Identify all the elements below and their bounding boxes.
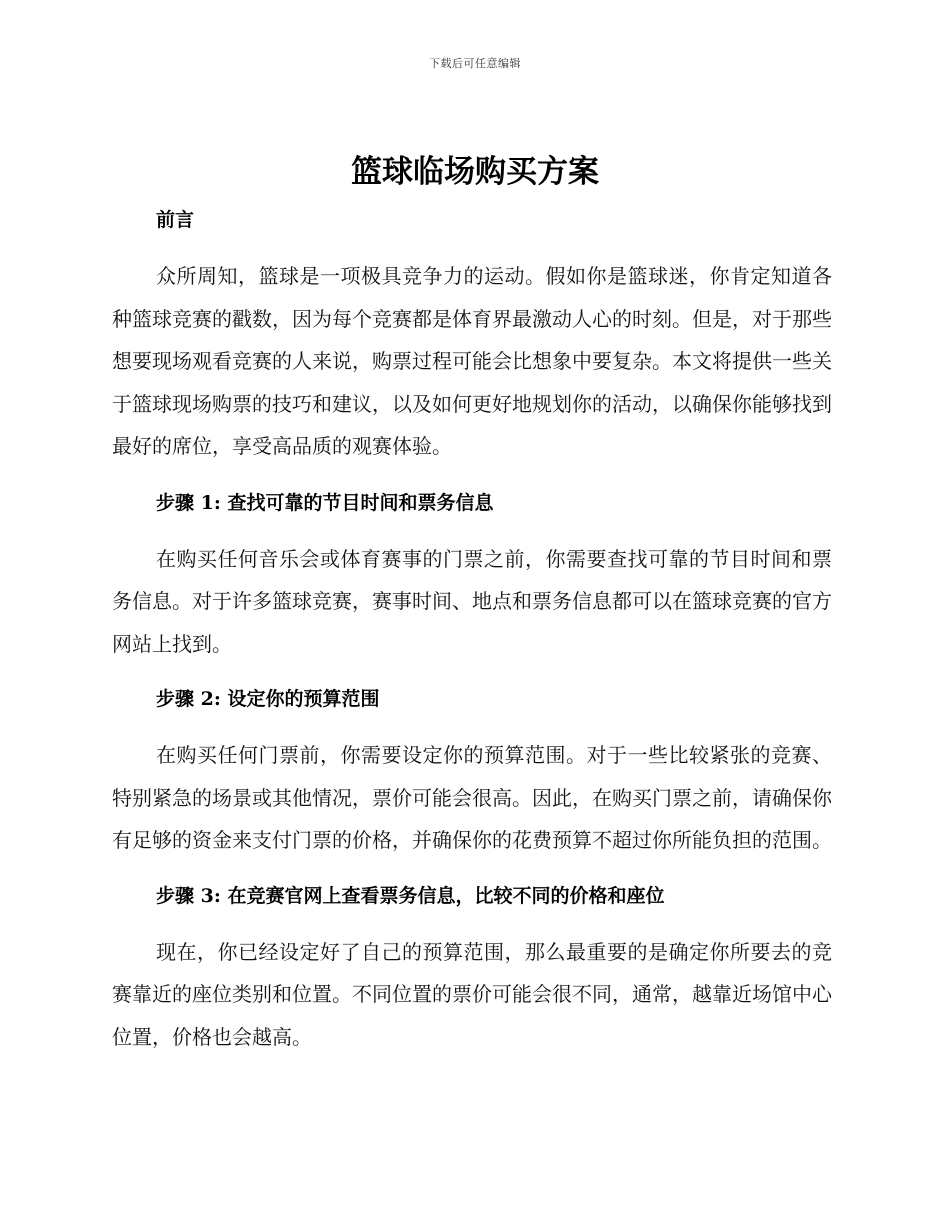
header-note: 下载后可任意编辑 xyxy=(429,57,521,70)
section-heading-step-3: 步骤 3: 在竞赛官网上查看票务信息，比较不同的价格和座位 xyxy=(156,884,665,907)
section-paragraph-preface: 众所周知，篮球是一项极具竞争力的运动。假如你是篮球迷，你肯定知道各种篮球竞赛的戳数，因为每个竞赛都是体育界最激动人心的时刻。但是，对于那些想要现场观看竞赛的人来说，购票过程可能会比想象中要复杂。本文将提供一些关于篮球现场购票的技巧和建议，以及如何更好地规划你的活动，以确保你能够找到最好的席位，享受高品质的观赛体验。 xyxy=(112,264,832,458)
section-paragraph-step-1: 在购买任何音乐会或体育赛事的门票之前，你需要查找可靠的节目时间和票务信息。对于许多篮球竞赛，赛事时间、地点和票务信息都可以在篮球竞赛的官方网站上找到。 xyxy=(112,546,832,656)
section-paragraph-step-2: 在购买任何门票前，你需要设定你的预算范围。对于一些比较紧张的竞赛、特别紧急的场景或其他情况，票价可能会很高。因此，在购买门票之前，请确保你有足够的资金来支付门票的价格，并确保你的花费预算不超过你所能负担的范围。 xyxy=(112,743,832,852)
document-body xyxy=(112,200,832,1058)
section-heading-step-2: 步骤 2: 设定你的预算范围 xyxy=(156,688,380,710)
document-title: 篮球临场购买方案 xyxy=(351,154,599,190)
section-heading-preface: 前言 xyxy=(156,209,195,231)
section-heading-step-1: 步骤 1: 查找可靠的节目时间和票务信息 xyxy=(156,491,494,514)
section-paragraph-step-3: 现在，你已经设定好了自己的预算范围，那么最重要的是确定你所要去的竞赛靠近的座位类别和位置。不同位置的票价可能会很不同，通常，越靠近场馆中心位置，价格也会越高。 xyxy=(112,939,832,1049)
